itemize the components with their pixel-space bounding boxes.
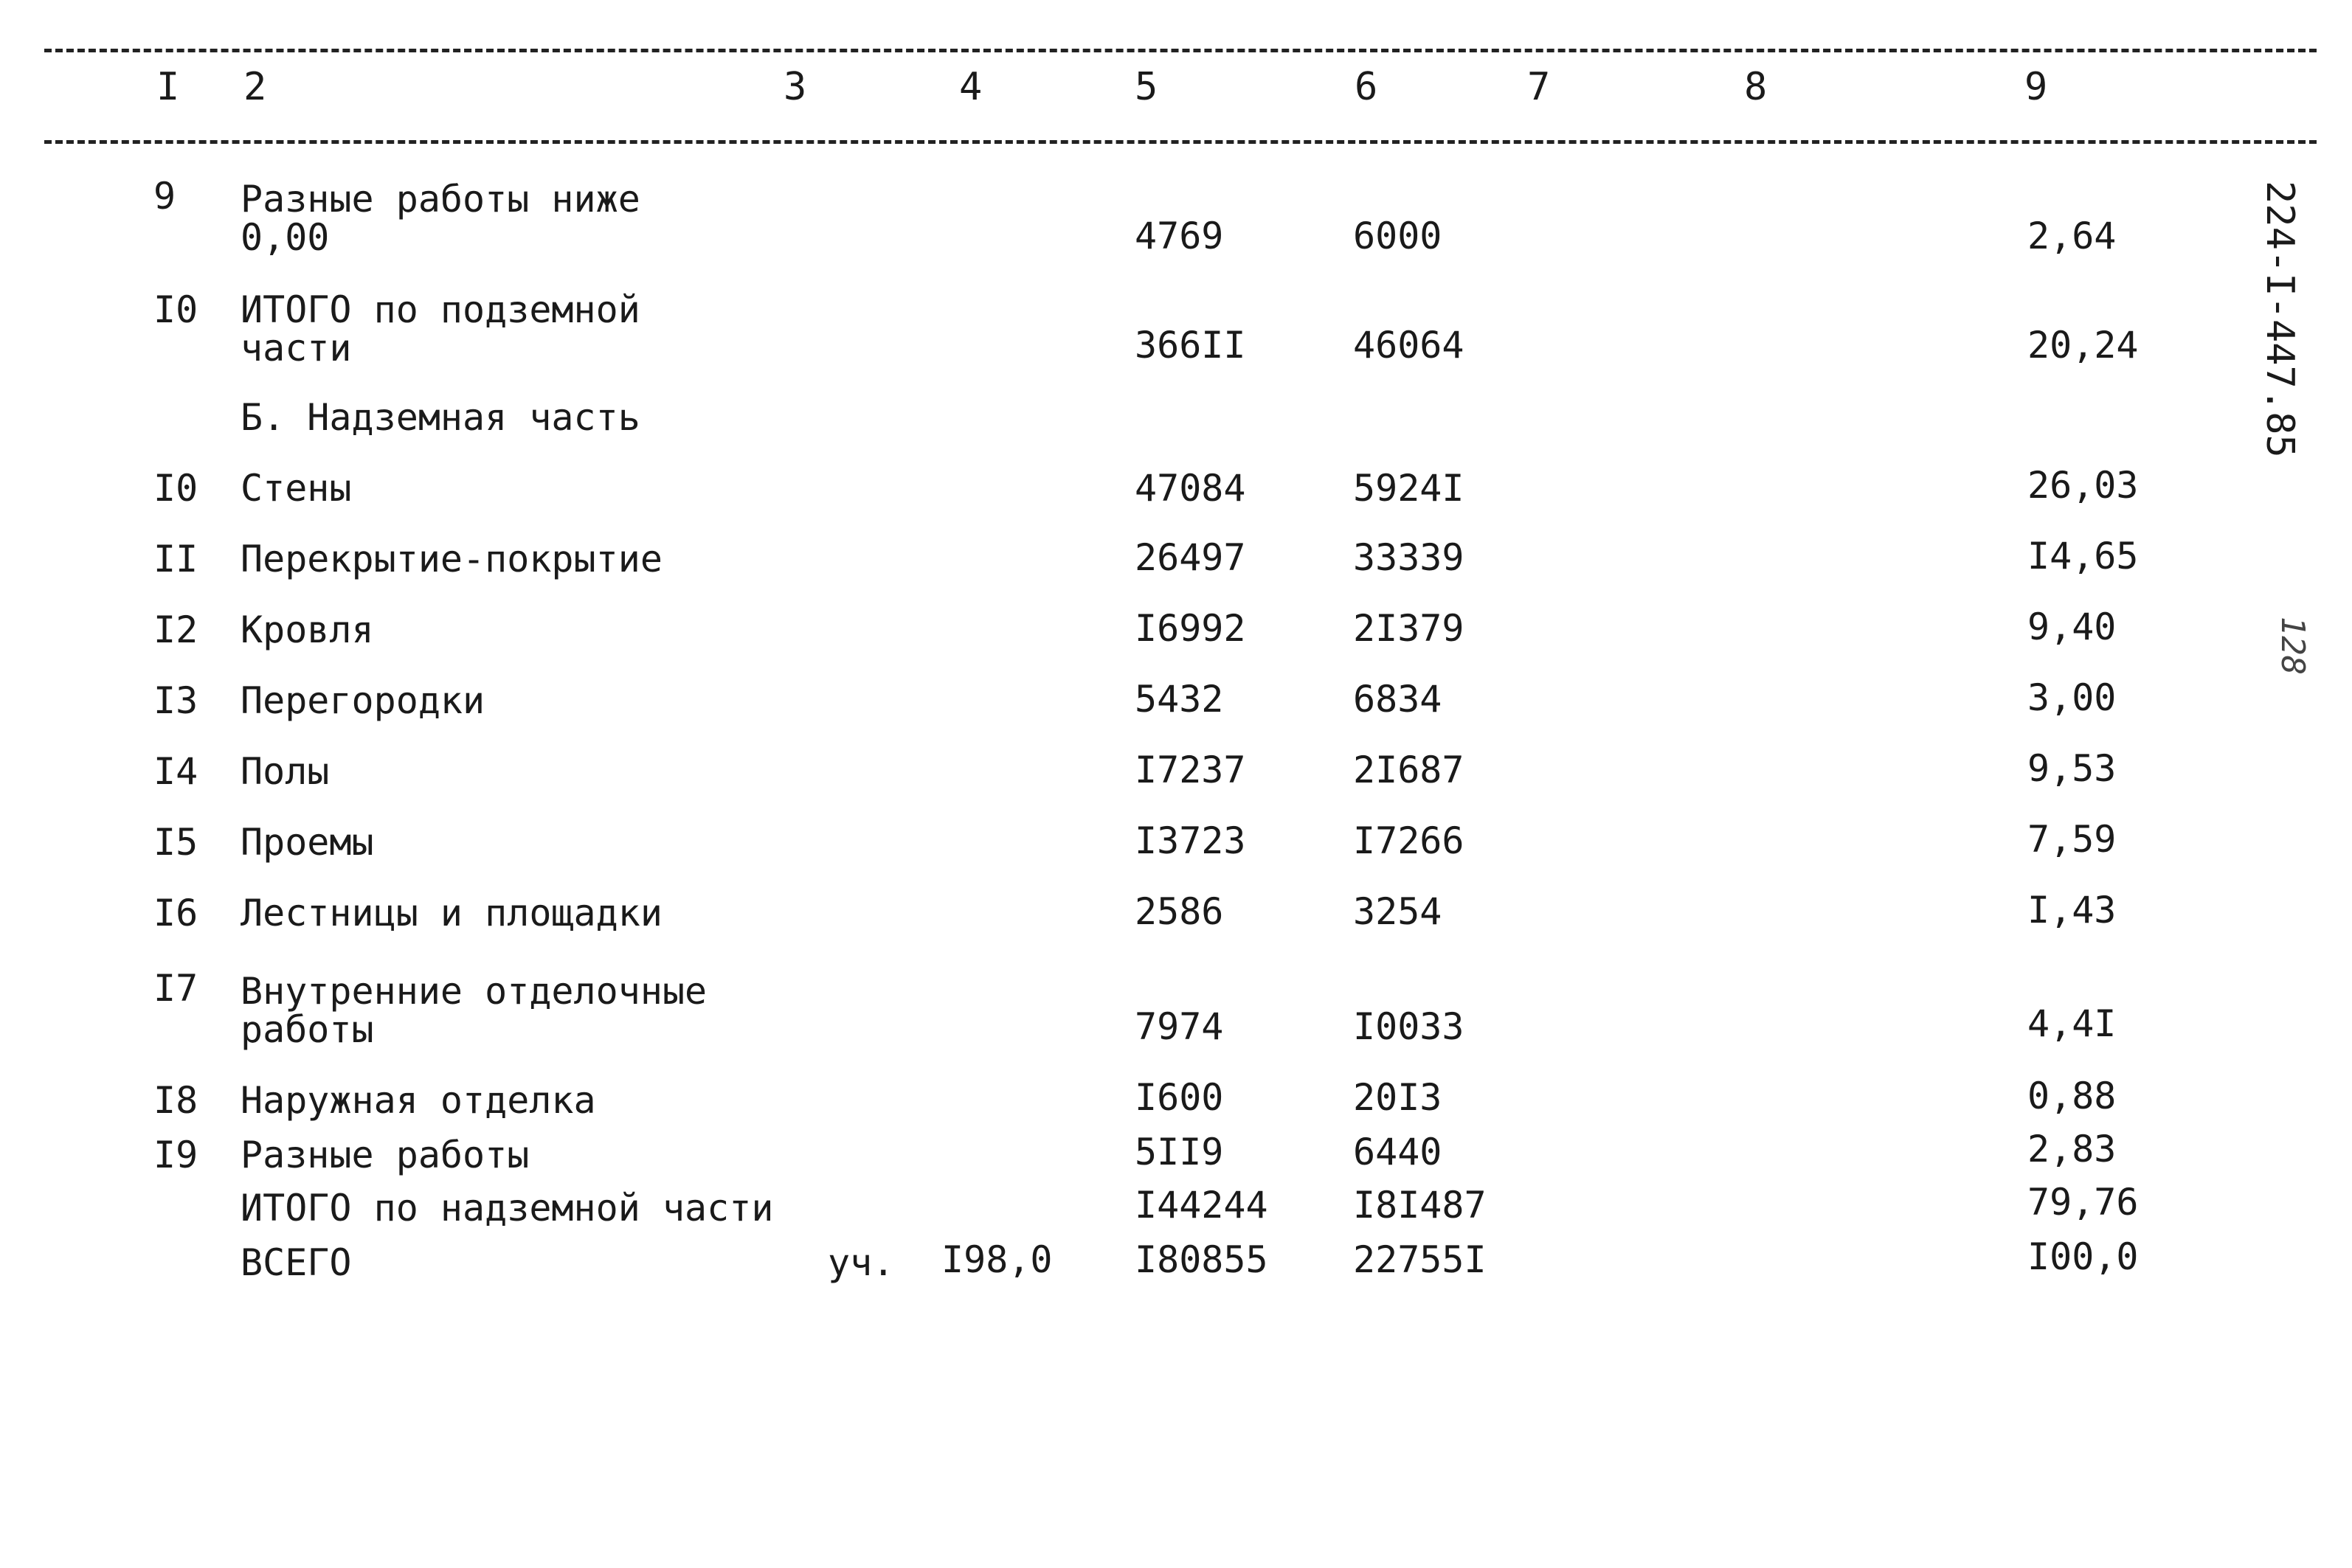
row-name: ИТОГО по подземной части	[241, 288, 640, 370]
document-code: 224-I-447.85	[2258, 181, 2302, 458]
row-col-6: I0033	[1353, 1005, 1464, 1048]
section-heading: Б. Надземная часть	[241, 396, 640, 439]
row-col-9: 79,76	[2027, 1181, 2139, 1224]
page-mark: 128	[2274, 616, 2312, 676]
row-name: Проемы	[241, 821, 374, 864]
row-name: Разные работы ниже 0,00	[241, 178, 640, 259]
row-col-5: I44244	[1135, 1184, 1268, 1227]
header-col-3: 3	[784, 65, 807, 109]
row-col-9: I4,65	[2027, 535, 2139, 577]
row-name: Полы	[241, 750, 330, 793]
row-col-9: 2,83	[2027, 1128, 2117, 1170]
row-col-5: 7974	[1135, 1005, 1224, 1048]
row-col-9: 0,88	[2027, 1075, 2117, 1117]
header-col-5: 5	[1135, 65, 1158, 109]
row-col-9: 7,59	[2027, 818, 2117, 861]
row-number: I5	[153, 821, 198, 864]
row-name: Перегородки	[241, 679, 485, 722]
row-col-6: I8I487	[1353, 1184, 1487, 1227]
row-number: I9	[153, 1134, 198, 1176]
row-col-5: 26497	[1135, 536, 1246, 579]
row-col-6: 6000	[1353, 215, 1442, 257]
row-number: I4	[153, 750, 198, 793]
row-number: 9	[153, 175, 176, 218]
header-col-6: 6	[1355, 65, 1378, 109]
total-col-4: I98,0	[941, 1238, 1053, 1281]
row-number: I8	[153, 1079, 198, 1122]
subtotal-label: ИТОГО по надземной части	[241, 1187, 774, 1229]
row-col-6: 20I3	[1353, 1076, 1442, 1119]
row-number: I0	[153, 467, 198, 510]
row-col-5: I6992	[1135, 607, 1246, 650]
row-col-5: 4769	[1135, 215, 1224, 257]
row-name: Кровля	[241, 608, 374, 651]
row-name: Разные работы	[241, 1134, 530, 1176]
row-col-5: I7237	[1135, 749, 1246, 791]
row-number: I7	[153, 967, 198, 1010]
row-col-6: I7266	[1353, 819, 1464, 862]
row-col-5: I80855	[1135, 1238, 1268, 1281]
row-number: I2	[153, 608, 198, 651]
row-col-6: 3254	[1353, 890, 1442, 933]
row-col-9: 20,24	[2027, 324, 2139, 367]
header-col-4: 4	[959, 65, 983, 109]
row-col-6: 33339	[1353, 536, 1464, 579]
header-rule	[44, 140, 2317, 144]
row-col-6: 2I379	[1353, 607, 1464, 650]
row-name: Внутренние отделочные работы	[241, 970, 708, 1051]
row-col-6: 6834	[1353, 678, 1442, 721]
row-col-5: I600	[1135, 1076, 1224, 1119]
header-col-9: 9	[2024, 65, 2048, 109]
row-col-5: 5432	[1135, 678, 1224, 721]
total-unit: уч.	[828, 1241, 895, 1284]
row-name: Стены	[241, 467, 352, 510]
row-col-9: 9,53	[2027, 747, 2117, 790]
header-col-8: 8	[1744, 65, 1768, 109]
row-col-9: I,43	[2027, 889, 2117, 932]
row-col-9: 9,40	[2027, 606, 2117, 648]
row-col-6: 5924I	[1353, 467, 1464, 510]
header-col-1: I	[156, 65, 180, 109]
total-label: ВСЕГО	[241, 1241, 352, 1284]
row-col-9: 4,4I	[2027, 1002, 2117, 1045]
row-col-6: 6440	[1353, 1131, 1442, 1173]
row-number: II	[153, 538, 198, 580]
row-col-6: 46064	[1353, 324, 1464, 367]
header-col-2: 2	[243, 65, 267, 109]
row-number: I0	[153, 288, 198, 331]
row-col-9: I00,0	[2027, 1235, 2139, 1278]
row-name: Лестницы и площадки	[241, 892, 663, 934]
row-number: I6	[153, 892, 198, 934]
row-number: I3	[153, 679, 198, 722]
row-col-5: 366II	[1135, 324, 1246, 367]
row-col-5: 2586	[1135, 890, 1224, 933]
row-name: Наружная отделка	[241, 1079, 596, 1122]
row-col-5: 5II9	[1135, 1131, 1224, 1173]
row-col-6: 22755I	[1353, 1238, 1487, 1281]
top-rule	[44, 49, 2317, 52]
row-col-5: 47084	[1135, 467, 1246, 510]
row-col-9: 2,64	[2027, 215, 2117, 257]
row-name: Перекрытие-покрытие	[241, 538, 663, 580]
row-col-5: I3723	[1135, 819, 1246, 862]
row-col-9: 3,00	[2027, 676, 2117, 719]
row-col-6: 2I687	[1353, 749, 1464, 791]
row-col-9: 26,03	[2027, 464, 2139, 507]
header-col-7: 7	[1527, 65, 1551, 109]
